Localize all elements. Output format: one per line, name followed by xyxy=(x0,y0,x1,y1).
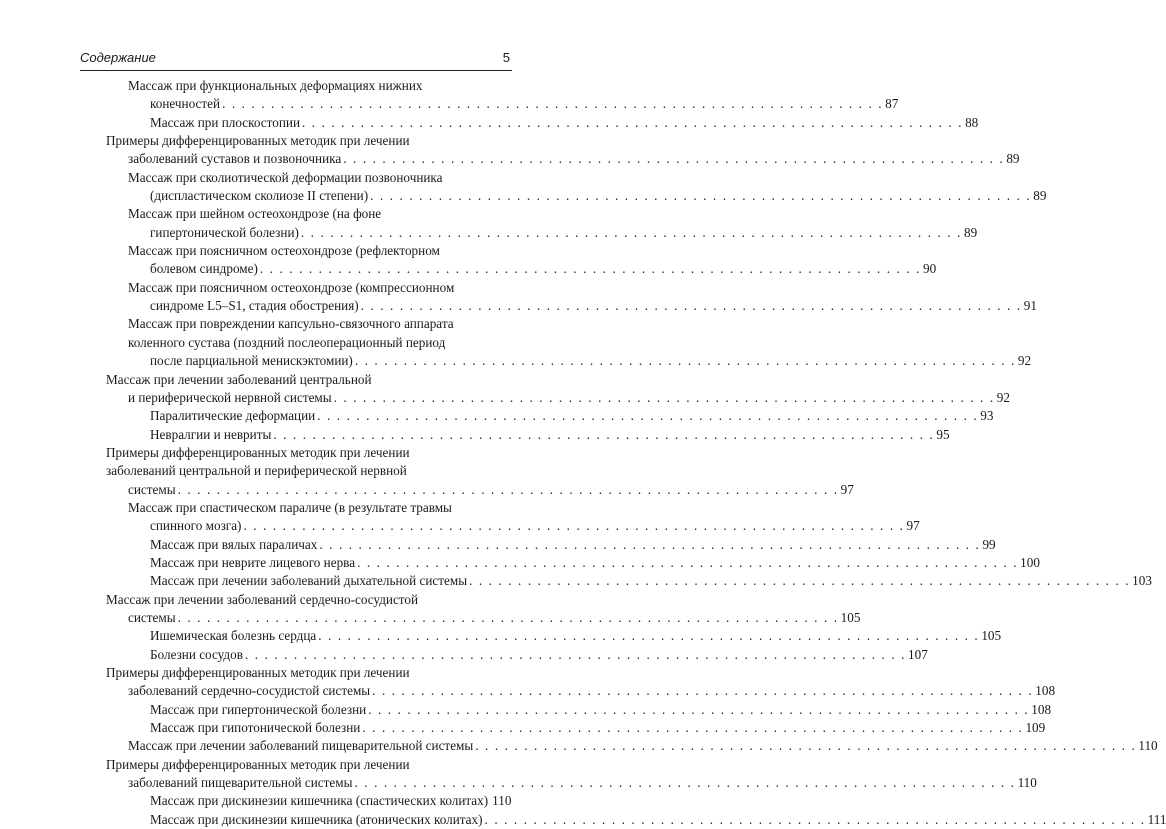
dot-leader: . . . . . . . . . . . . . . . . . . . . . . . . . . . . . . . . . . . . . . . . . . . . . . . . . . . . . . . . . . . . . . . . . . . . xyxy=(475,738,1137,754)
dot-leader: . . . . . . . . . . . . . . . . . . . . . . . . . . . . . . . . . . . . . . . . . . . . . . . . . . . . . . . . . . . . . . . . . . . . xyxy=(300,224,962,240)
toc-entry-page-number: 92 xyxy=(1017,353,1032,369)
toc-entry-title-line: Массаж при плоскостопии xyxy=(150,114,300,130)
toc-entry-last-line xyxy=(106,150,1020,168)
dot-leader: . . . . . . . . . . . . . . . . . . . . . . . . . . . . . . . . . . . . . . . . . . . . . . . . . . . . . . . . . . . . . . . . . . . . xyxy=(333,389,995,405)
toc-entry-page-number: 100 xyxy=(1020,554,1040,570)
toc-entry[interactable] xyxy=(106,444,854,499)
toc-entry-last-line xyxy=(106,737,1158,755)
toc-entry[interactable] xyxy=(106,664,1056,701)
table-of-contents xyxy=(0,77,1166,829)
toc-entry-title-line: Примеры дифференцированных методик при лечении xyxy=(106,756,410,772)
toc-entry[interactable] xyxy=(128,627,1002,645)
toc-entry-title-line: Паралитические деформации xyxy=(150,408,316,424)
toc-entry-page-number: 95 xyxy=(936,426,950,442)
toc-entry-page-number: 87 xyxy=(885,96,899,112)
toc-entry-page-number: 97 xyxy=(906,518,920,534)
toc-entry[interactable] xyxy=(106,371,1010,408)
toc-entry-last-line xyxy=(128,811,1166,829)
toc-entry-title-line: Массаж при дискинезии кишечника (атонических колитах) xyxy=(150,811,483,827)
toc-entry[interactable] xyxy=(128,554,1040,572)
toc-entry-last-line xyxy=(106,481,854,499)
dot-leader: . . . . . . . . . . . . . . . . . . . . . . . . . . . . . . . . . . . . . . . . . . . . . . . . . . . . . . . . . . . . . . . . . . . . xyxy=(177,481,839,497)
toc-entry-title-line: коленного сустава (поздний послеоперационный период xyxy=(128,334,446,350)
toc-entry[interactable] xyxy=(128,205,978,242)
toc-entry-last-line xyxy=(128,572,1152,590)
toc-entry-last-line xyxy=(128,224,978,242)
toc-entry-page-number: 93 xyxy=(980,408,994,424)
toc-entry-page-number: 103 xyxy=(1132,573,1152,589)
dot-leader: . . . . . . . . . . . . . . . . . . . . . . . . . . . . . . . . . . . . . . . . . . . . . . . . . . . . . . . . . . . . . . . . . . . . xyxy=(370,188,1032,204)
dot-leader: . . . . . . . . . . . . . . . . . . . . . . . . . . . . . . . . . . . . . . . . . . . . . . . . . . . . . . . . . . . . . . . . . . . . xyxy=(372,683,1034,699)
toc-entry-last-line xyxy=(128,352,1032,370)
toc-entry[interactable] xyxy=(128,792,550,810)
toc-entry-title-line: и периферической нервной системы xyxy=(128,389,332,405)
toc-entry-last-line xyxy=(128,260,937,278)
toc-entry-last-line xyxy=(128,187,1047,205)
dot-leader: . . . . . . . . . . . . . . . . . . . . . . . . . . . . . . . . . . . . . . . . . . . . . . . . . . . . . . . . . . . . . . . . . . . . xyxy=(354,775,1016,791)
toc-entry[interactable] xyxy=(128,407,994,425)
toc-entry[interactable] xyxy=(128,572,1152,590)
dot-leader: . . . . . . . . . . . . . . . . . . . . . . . . . . . . . . . . . . . . . . . . . . . . . . . . . . . . . . . . . . . . . . . . . . . . xyxy=(259,261,921,277)
toc-entry-last-line xyxy=(128,95,899,113)
toc-entry-title-line: Массаж при шейном остеохондрозе (на фоне xyxy=(128,206,382,222)
toc-entry-title-line: гипертонической болезни) xyxy=(150,224,299,240)
toc-entry-title-line: Массаж при функциональных деформациях нижних xyxy=(128,78,423,93)
toc-entry-title-line: Ишемическая болезнь сердца xyxy=(150,628,317,644)
toc-entry-page-number: 90 xyxy=(922,261,937,277)
toc-entry[interactable] xyxy=(128,242,937,279)
toc-entry-title-line: заболеваний центральной и периферической нервной xyxy=(106,463,407,479)
toc-entry-title-line: Примеры дифференцированных методик при лечении xyxy=(106,444,410,460)
toc-entry-page-number: 105 xyxy=(840,609,861,625)
toc-entry-title-line: после парциальной менискэктомии) xyxy=(150,353,353,369)
toc-entry-page-number: 89 xyxy=(963,224,978,240)
toc-entry-page-number: 99 xyxy=(982,536,996,552)
toc-entry-title-line: синдроме L5–S1, стадия обострения) xyxy=(150,298,359,314)
dot-leader: . . . . . . . . . . . . . . . . . . . . . . . . . . . . . . . . . . . . . . . . . . . . . . . . . . . . . . . . . . . . . . . . . . . . xyxy=(368,701,1030,717)
toc-entry[interactable] xyxy=(128,426,950,444)
toc-entry-last-line xyxy=(128,517,920,535)
toc-entry-title-line: Невралгии и невриты xyxy=(150,426,272,442)
toc-entry-title-line: заболеваний пищеварительной системы xyxy=(128,775,353,791)
dot-leader: . . . . . . . . . . . . . . . . . . . . . . . . . . . . . . . . . . . . . . . . . . . . . . . . . . . . . . . . . . . . . . . . . . . . xyxy=(177,609,839,625)
toc-entry-last-line xyxy=(128,646,928,664)
toc-entry-title-line: Массаж при дискинезии кишечника (спастических колитах) xyxy=(150,793,489,809)
toc-entry-title-line: Примеры дифференцированных методик при лечении xyxy=(106,133,410,149)
dot-leader: . . . . . . . . . . . . . . . . . . . . . . . . . . . . . . . . . . . . . . . . . . . . . . . . . . . . . . . . . . . . . . . . . . . . xyxy=(469,573,1131,589)
toc-entry[interactable] xyxy=(128,536,996,554)
toc-entry[interactable] xyxy=(128,499,920,536)
toc-entry-title-line: Примеры дифференцированных методик при лечении xyxy=(106,665,410,680)
toc-entry-last-line xyxy=(128,536,996,554)
toc-entry-last-line xyxy=(128,426,950,444)
toc-entry-last-line xyxy=(128,407,994,425)
toc-entry-page-number: 110 xyxy=(492,793,512,809)
toc-entry-last-line xyxy=(128,792,512,810)
dot-leader: . . . . . . . . . . . . . . . . . . . . . . . . . . . . . . . . . . . . . . . . . . . . . . . . . . . . . . . . . . . . . . . . . . . . xyxy=(354,353,1016,369)
toc-entry-last-line xyxy=(128,627,1002,645)
toc-entry[interactable] xyxy=(128,719,1046,737)
toc-entry-title-line: Массаж при гипертонической болезни xyxy=(150,701,367,717)
toc-entry[interactable] xyxy=(106,756,1037,793)
toc-entry-page-number: 110 xyxy=(1138,738,1158,754)
toc-entry-last-line xyxy=(106,682,1056,700)
toc-entry[interactable] xyxy=(128,114,979,132)
toc-entry-title-line: Массаж при поясничном остеохондрозе (рефлекторном xyxy=(128,243,440,259)
dot-leader: . . . . . . . . . . . . . . . . . . . . . . . . . . . . . . . . . . . . . . . . . . . . . . . . . . . . . . . . . . . . . . . . . . . . xyxy=(343,151,1005,167)
header-page-number: 5 xyxy=(502,50,510,65)
toc-entry[interactable] xyxy=(128,315,1032,370)
toc-entry[interactable] xyxy=(128,646,928,664)
header-title: Содержание xyxy=(80,50,156,65)
toc-entry-title-line: системы xyxy=(128,481,176,497)
toc-entry-page-number: 105 xyxy=(981,628,1002,644)
toc-entry[interactable] xyxy=(128,169,1047,206)
toc-entry-title-line: Массаж при вялых параличах xyxy=(150,536,318,552)
toc-entry-page-number: 109 xyxy=(1025,720,1046,736)
toc-entry-page-number: 97 xyxy=(840,481,854,497)
toc-entry-page-number: 88 xyxy=(965,114,979,130)
toc-entry-page-number: 107 xyxy=(908,646,928,662)
dot-leader: . . . . . . . . . . . . . . . . . . . . . . . . . . . . . . . . . . . . . . . . . . . . . . . . . . . . . . . . . . . . . . . . . . . . xyxy=(362,720,1024,736)
toc-entry-title-line: Массаж при лечении заболеваний сердечно-сосудистой xyxy=(106,591,419,607)
running-header xyxy=(80,48,512,71)
dot-leader: . . . . . . . . . . . . . . . . . . . . . . . . . . . . . . . . . . . . . . . . . . . . . . . . . . . . . . . . . . . . . . . . . . . . xyxy=(484,811,1146,827)
dot-leader: . . . . . . . . . . . . . . . . . . . . . . . . . . . . . . . . . . . . . . . . . . . . . . . . . . . . . . . . . . . . . . . . . . . . xyxy=(302,114,964,130)
toc-entry[interactable] xyxy=(106,132,1020,169)
toc-entry-title-line: Массаж при лечении заболеваний пищеварительной системы xyxy=(128,738,474,754)
toc-entry-last-line xyxy=(128,701,1052,719)
toc-entry-title-line: заболеваний сердечно-сосудистой системы xyxy=(128,683,371,699)
toc-entry-title-line: Массаж при поясничном остеохондрозе (компрессионном xyxy=(128,279,455,295)
toc-entry-title-line: Массаж при спастическом параличе (в результате травмы xyxy=(128,499,452,515)
toc-entry-page-number: 110 xyxy=(1017,775,1037,791)
toc-entry-title-line: Болезни сосудов xyxy=(150,646,243,662)
toc-entry-last-line xyxy=(106,389,1010,407)
toc-entry-title-line: заболеваний суставов и позвоночника xyxy=(128,151,342,167)
toc-entry-page-number: 111 xyxy=(1147,811,1166,827)
toc-entry-last-line xyxy=(128,719,1046,737)
dot-leader: . . . . . . . . . . . . . . . . . . . . . . . . . . . . . . . . . . . . . . . . . . . . . . . . . . . . . . . . . . . . . . . . . . . . xyxy=(319,536,981,552)
dot-leader: . . . . . . . . . . . . . . . . . . . . . . . . . . . . . . . . . . . . . . . . . . . . . . . . . . . . . . . . . . . . . . . . . . . . xyxy=(318,628,980,644)
toc-entry[interactable] xyxy=(128,811,1166,829)
toc-entry-page-number: 92 xyxy=(996,389,1010,405)
toc-entry-last-line xyxy=(128,297,1037,315)
toc-entry-page-number: 89 xyxy=(1033,188,1047,204)
toc-entry-last-line xyxy=(128,114,979,132)
toc-entry[interactable] xyxy=(106,591,861,628)
toc-entry[interactable] xyxy=(128,279,1037,316)
dot-leader: . . . . . . . . . . . . . . . . . . . . . . . . . . . . . . . . . . . . . . . . . . . . . . . . . . . . . . . . . . . . . . . . . . . . xyxy=(360,298,1022,314)
toc-entry-title-line: спинного мозга) xyxy=(150,518,242,534)
dot-leader: . . . . . . . . . . . . . . . . . . . . . . . . . . . . . . . . . . . . . . . . . . . . . . . . . . . . . . . . . . . . . . . . . . . . xyxy=(222,96,884,112)
toc-entry-title-line: (диспластическом сколиозе II степени) xyxy=(150,188,369,204)
toc-entry-title-line: Массаж при повреждении капсульно-связочного аппарата xyxy=(128,316,454,332)
toc-entry-title-line: Массаж при лечении заболеваний дыхательной системы xyxy=(150,573,468,589)
dot-leader: . . . . . . . . . . . . . . . . . . . . . . . . . . . . . . . . . . . . . . . . . . . . . . . . . . . . . . . . . . . . . . . . . . . . xyxy=(273,426,935,442)
toc-entry[interactable] xyxy=(106,737,1158,755)
toc-entry-title-line: Массаж при сколиотической деформации позвоночника xyxy=(128,169,443,185)
toc-entry-last-line xyxy=(106,774,1037,792)
toc-entry-title-line: Массаж при лечении заболеваний центральной xyxy=(106,371,372,387)
toc-entry-last-line xyxy=(128,554,1040,572)
toc-entry-page-number: 108 xyxy=(1035,683,1056,699)
dot-leader: . . . . . . . . . . . . . . . . . . . . . . . . . . . . . . . . . . . . . . . . . . . . . . . . . . . . . . . . . . . . . . . . . . . . xyxy=(357,554,1019,570)
toc-entry-title-line: системы xyxy=(128,609,176,625)
toc-entry-last-line xyxy=(106,609,861,627)
toc-entry-title-line: болевом синдроме) xyxy=(150,261,258,277)
dot-leader: . . . . . . . . . . . . . . . . . . . . . . . . . . . . . . . . . . . . . . . . . . . . . . . . . . . . . . . . . . . . . . . . . . . . xyxy=(244,646,907,662)
toc-entry-page-number: 89 xyxy=(1006,151,1020,167)
toc-entry-page-number: 91 xyxy=(1023,298,1037,314)
dot-leader: . . . . . . . . . . . . . . . . . . . . . . . . . . . . . . . . . . . . . . . . . . . . . . . . . . . . . . . . . . . . . . . . . . . . xyxy=(243,518,905,534)
toc-entry-title-line: Массаж при неврите лицевого нерва xyxy=(150,554,356,570)
toc-entry[interactable] xyxy=(128,701,1052,719)
toc-entry-title-line: конечностей xyxy=(150,96,221,112)
toc-entry[interactable] xyxy=(128,77,899,114)
toc-entry-title-line: Массаж при гипотонической болезни xyxy=(150,720,361,736)
dot-leader: . . . . . . . . . . . . . . . . . . . . . . . . . . . . . . . . . . . . . . . . . . . . . . . . . . . . . . . . . . . . . . . . . . . . xyxy=(317,408,979,424)
toc-entry-page-number: 108 xyxy=(1031,701,1052,717)
